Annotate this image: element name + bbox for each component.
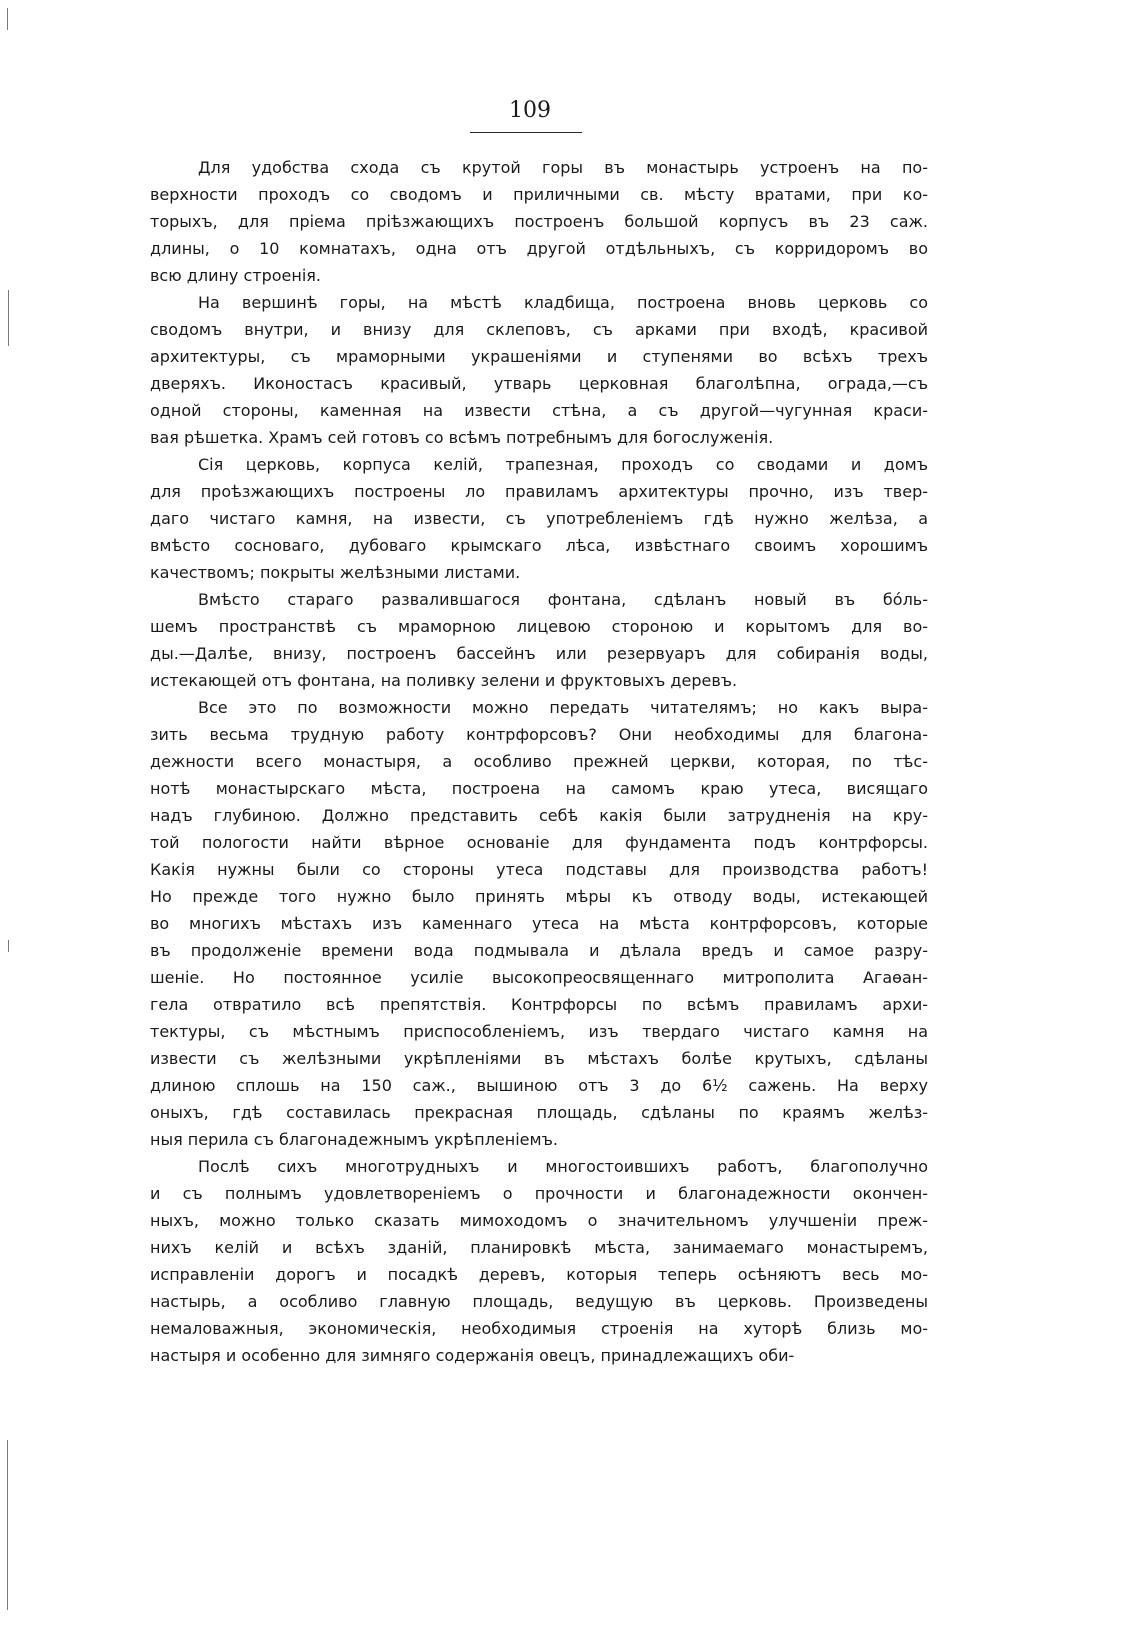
text-line: шеніе. Но постоянное усиліе высокопреосвященнаго митрополита Агаѳан- — [150, 968, 928, 987]
text-line: исправленіи дорогъ и посадкѣ деревъ, которыя теперь осѣняютъ весь мо- — [150, 1265, 928, 1284]
text-line: и съ полнымъ удовлетвореніемъ о прочности и благонадежности окончен- — [150, 1184, 928, 1203]
text-line: дверяхъ. Иконостасъ красивый, утварь церковная благолѣпна, ограда,—съ — [150, 374, 928, 393]
text-line: Но прежде того нужно было принять мѣры къ отводу воды, истекающей — [150, 887, 928, 906]
text-line: во многихъ мѣстахъ изъ каменнаго утеса на мѣста контрфорсовъ, которые — [150, 914, 928, 933]
text-line: ныя перила съ благонадежнымъ укрѣпленіемъ. — [150, 1130, 558, 1149]
text-line: шемъ пространствѣ съ мраморною лицевою стороною и корытомъ для во- — [150, 617, 928, 636]
scan-edge-mark — [8, 940, 9, 952]
text-line: архитектуры, съ мраморными украшеніями и ступенями во всѣхъ трехъ — [150, 347, 928, 366]
text-line: той пологости найти вѣрное основаніе для фундамента подъ контрфорсы. — [150, 833, 928, 852]
text-line: настырь, а особливо главную площадь, ведущую въ церковь. Произведены — [150, 1292, 928, 1311]
text-line: Какія нужны были со стороны утеса подставы для производства работъ! — [150, 860, 928, 879]
page-number: 109 — [509, 98, 551, 123]
paragraph — [150, 586, 928, 694]
text-line: Послѣ сихъ многотрудныхъ и многостоившихъ работъ, благополучно — [198, 1157, 928, 1176]
text-line: качествомъ; покрыты желѣзными листами. — [150, 563, 521, 582]
text-line: гела отвратило всѣ препятствія. Контрфорсы по всѣмъ правиламъ архи- — [150, 995, 928, 1014]
text-line: одной стороны, каменная на извести стѣна, а съ другой—чугунная краси- — [150, 401, 928, 420]
text-line: нихъ келій и всѣхъ зданій, планировкѣ мѣста, занимаемаго монастыремъ, — [150, 1238, 928, 1257]
text-line: сводомъ внутри, и внизу для склеповъ, съ арками при входѣ, красивой — [150, 320, 928, 339]
text-line: На вершинѣ горы, на мѣстѣ кладбища, построена вновь церковь со — [198, 293, 928, 312]
text-line: ды.—Далѣе, внизу, построенъ бассейнъ или резервуаръ для собиранія воды, — [150, 644, 928, 663]
text-line: Для удобства схода съ крутой горы въ монастырь устроенъ на по- — [198, 158, 928, 177]
text-line: немаловажныя, экономическія, необходимыя строенія на хуторѣ близь мо- — [150, 1319, 928, 1338]
scan-edge-mark — [7, 8, 8, 30]
text-line: ныхъ, можно только сказать мимоходомъ о значительномъ улучшеніи преж- — [150, 1211, 928, 1230]
text-line: нотѣ монастырскаго мѣста, построена на самомъ краю утеса, висящаго — [150, 779, 928, 798]
text-line: истекающей отъ фонтана, на поливку зелени и фруктовыхъ деревъ. — [150, 671, 738, 690]
text-line: тектуры, съ мѣстнымъ приспособленіемъ, изъ твердаго чистаго камня на — [150, 1022, 928, 1041]
text-line: вмѣсто сосноваго, дубоваго крымскаго лѣса, извѣстнаго своимъ хорошимъ — [150, 536, 928, 555]
text-line: торыхъ, для пріема пріѣзжающихъ построенъ большой корпусъ въ 23 саж. — [150, 212, 928, 231]
text-line: Все это по возможности можно передать читателямъ; но какъ выра- — [198, 698, 928, 717]
text-line: въ продолженіе времени вода подмывала и дѣлала вредъ и самое разру- — [150, 941, 928, 960]
paragraph — [150, 154, 928, 289]
text-line: настыря и особенно для зимняго содержанія овецъ, принадлежащихъ оби- — [150, 1346, 795, 1365]
text-line: верхности проходъ со сводомъ и приличными св. мѣсту вратами, при ко- — [150, 185, 928, 204]
scan-edge-mark — [7, 1440, 8, 1610]
text-line: Сія церковь, корпуса келій, трапезная, проходъ со сводами и домъ — [198, 455, 928, 474]
text-line: дежности всего монастыря, а особливо прежней церкви, которая, по тѣс- — [150, 752, 928, 771]
text-line: длиною сплошь на 150 саж., вышиною отъ 3 до 6½ сажень. На верху — [150, 1076, 928, 1095]
paragraph — [150, 289, 928, 451]
text-line: извести съ желѣзными укрѣпленіями въ мѣстахъ болѣе крутыхъ, сдѣланы — [150, 1049, 928, 1068]
text-line: всю длину строенія. — [150, 266, 322, 285]
body-text — [150, 154, 928, 1369]
scan-edge-mark — [8, 290, 9, 346]
paragraph — [150, 1153, 928, 1369]
page-number-rule — [470, 132, 582, 133]
text-line: даго чистаго камня, на извести, съ употребленіемъ гдѣ нужно желѣза, а — [150, 509, 928, 528]
text-line: для проѣзжающихъ построены ло правиламъ архитектуры прочно, изъ твер- — [150, 482, 928, 501]
text-line: длины, о 10 комнатахъ, одна отъ другой отдѣльныхъ, съ корридоромъ во — [150, 239, 928, 258]
text-line: надъ глубиною. Должно представить себѣ какія были затрудненія на кру- — [150, 806, 928, 825]
text-line: вая рѣшетка. Храмъ сей готовъ со всѣмъ потребнымъ для богослуженія. — [150, 428, 774, 447]
text-line: оныхъ, гдѣ составилась прекрасная площадь, сдѣланы по краямъ желѣз- — [150, 1103, 928, 1122]
paragraph — [150, 451, 928, 586]
text-line: зить весьма трудную работу контрфорсовъ? Они необходимы для благона- — [150, 725, 928, 744]
paragraph — [150, 694, 928, 1153]
text-line: Вмѣсто стараго развалившагося фонтана, сдѣланъ новый въ бóль- — [198, 590, 928, 609]
